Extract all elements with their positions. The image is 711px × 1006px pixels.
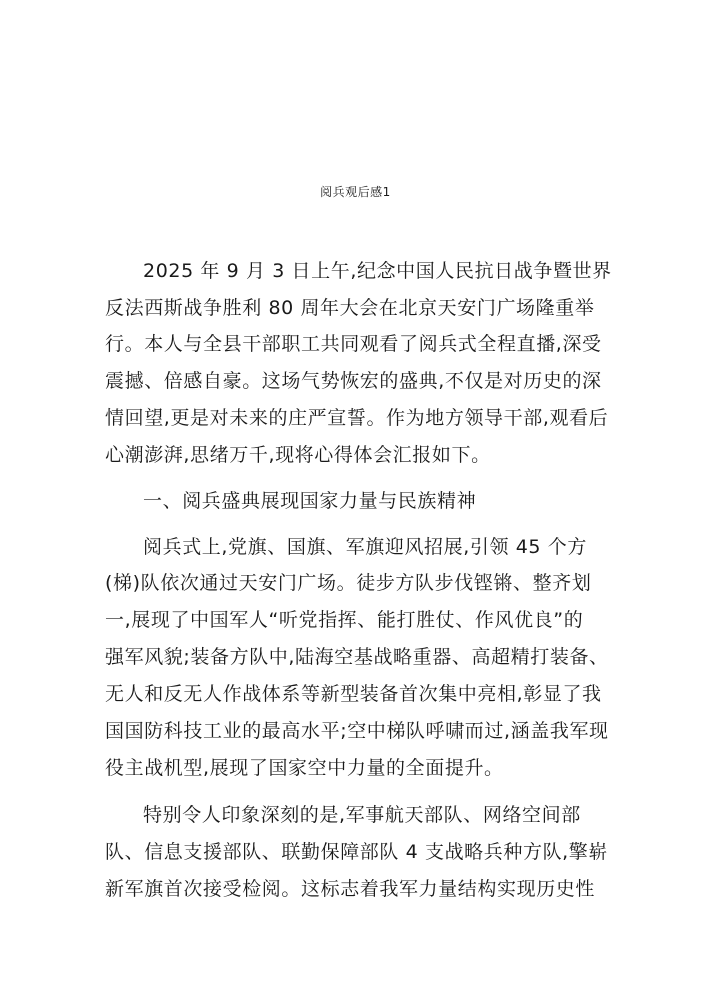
paragraph-3-line-3: 新军旗首次接受检阅。这标志着我军力量结构实现历史性 (105, 878, 596, 900)
paragraph-2-line-1: 阅兵式上,党旗、国旗、军旗迎风招展,引领 45 个方 (143, 536, 587, 558)
section-heading: 一、阅兵盛典展现国家力量与民族精神 (143, 490, 477, 512)
paragraph-1-line-3: 行。本人与全县干部职工共同观看了阅兵式全程直播,深受 (105, 333, 602, 355)
paragraph-2-line-7: 役主战机型,展现了国家空中力量的全面提升。 (105, 757, 504, 779)
paragraph-1-line-6: 心潮澎湃,思绪万千,现将心得体会汇报如下。 (105, 444, 491, 466)
paragraph-1-line-5: 情回望,更是对未来的庄严宣誓。作为地方领导干部,观看后 (105, 407, 609, 429)
paragraph-2-line-3: 一,展现了中国军人“听党指挥、能打胜仗、作风优良”的 (105, 609, 584, 631)
paragraph-2-line-5: 无人和反无人作战体系等新型装备首次集中亮相,彰显了我 (105, 683, 602, 705)
paragraph-2-line-4: 强军风貌;装备方队中,陆海空基战略重器、高超精打装备、 (105, 646, 609, 668)
paragraph-1-line-1: 2025 年 9 月 3 日上午,纪念中国人民抗日战争暨世界 (143, 260, 612, 282)
paragraph-3-line-1: 特别令人印象深刻的是,军事航天部队、网络空间部 (143, 804, 581, 826)
paragraph-3-line-2: 队、信息支援部队、联勤保障部队 4 支战略兵种方队,擎崭 (105, 841, 609, 863)
document-title: 阅兵观后感1 (320, 185, 391, 199)
paragraph-1-line-2: 反法西斯战争胜利 80 周年大会在北京天安门广场隆重举 (105, 297, 595, 319)
paragraph-1-line-4: 震撼、倍感自豪。这场气势恢宏的盛典,不仅是对历史的深 (105, 370, 602, 392)
paragraph-2-line-2: (梯)队依次通过天安门广场。徒步方队步伐铿锵、整齐划 (105, 572, 592, 594)
paragraph-2-line-6: 国国防科技工业的最高水平;空中梯队呼啸而过,涵盖我军现 (105, 720, 609, 742)
